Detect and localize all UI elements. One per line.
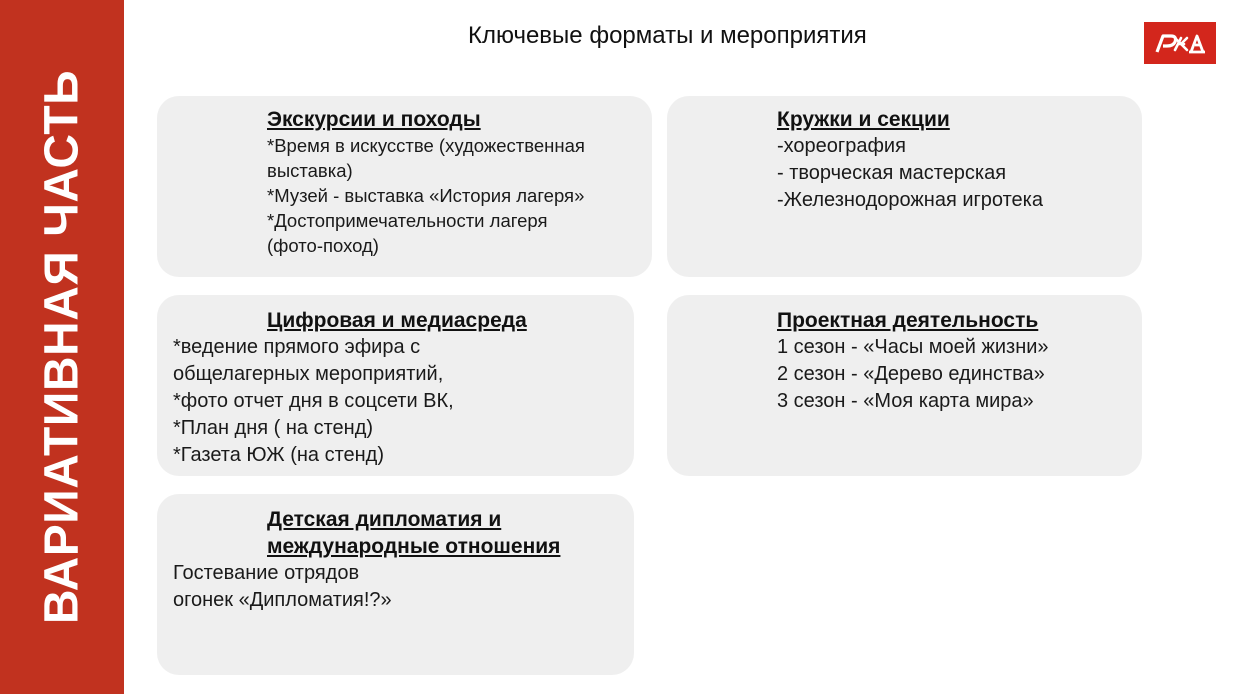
card-title: Кружки и секции [777,108,950,131]
card-line: *ведение прямого эфира с [173,336,421,358]
side-banner [0,0,124,694]
card-title: международные отношения [267,535,561,558]
card-children-diplomacy [157,494,634,675]
card-title: Экскурсии и походы [267,108,481,131]
card-title: Цифровая и медиасреда [267,309,527,332]
card-title: Проектная деятельность [777,309,1039,332]
card-line: (фото-поход) [267,235,379,256]
card-clubs-sections [667,96,1142,277]
card-line: 1 сезон - «Часы моей жизни» [777,336,1049,358]
card-line: Гостевание отрядов [173,562,360,584]
card-line: выставка) [267,160,353,181]
side-banner-label: ВАРИАТИВНАЯ ЧАСТЬ [35,69,89,625]
card-digital-media [157,295,634,476]
card-line: *фото отчет дня в соцсети ВК, [173,390,454,412]
card-line: *План дня ( на стенд) [173,417,374,439]
card-line: *Достопримечательности лагеря [267,210,548,231]
page-title: Ключевые форматы и мероприятия [468,22,867,49]
rzd-logo-mark-icon [1151,30,1209,56]
card-line: *Газета ЮЖ (на стенд) [173,444,385,466]
card-line: огонек «Дипломатия!?» [173,589,392,611]
card-line: *Музей - выставка «История лагеря» [267,185,585,206]
card-line: 3 сезон - «Моя карта мира» [777,390,1034,412]
card-project-activity [667,295,1142,476]
card-title: Детская дипломатия и [267,508,502,531]
card-line: общелагерных мероприятий, [173,363,444,385]
card-line: - творческая мастерская [777,162,1007,184]
card-line: 2 сезон - «Дерево единства» [777,363,1045,385]
card-line: -хореография [777,135,906,157]
card-line: -Железнодорожная игротека [777,189,1043,211]
card-excursions [157,96,652,277]
rzd-logo [1144,22,1216,64]
card-line: *Время в искусстве (художественная [267,135,585,156]
